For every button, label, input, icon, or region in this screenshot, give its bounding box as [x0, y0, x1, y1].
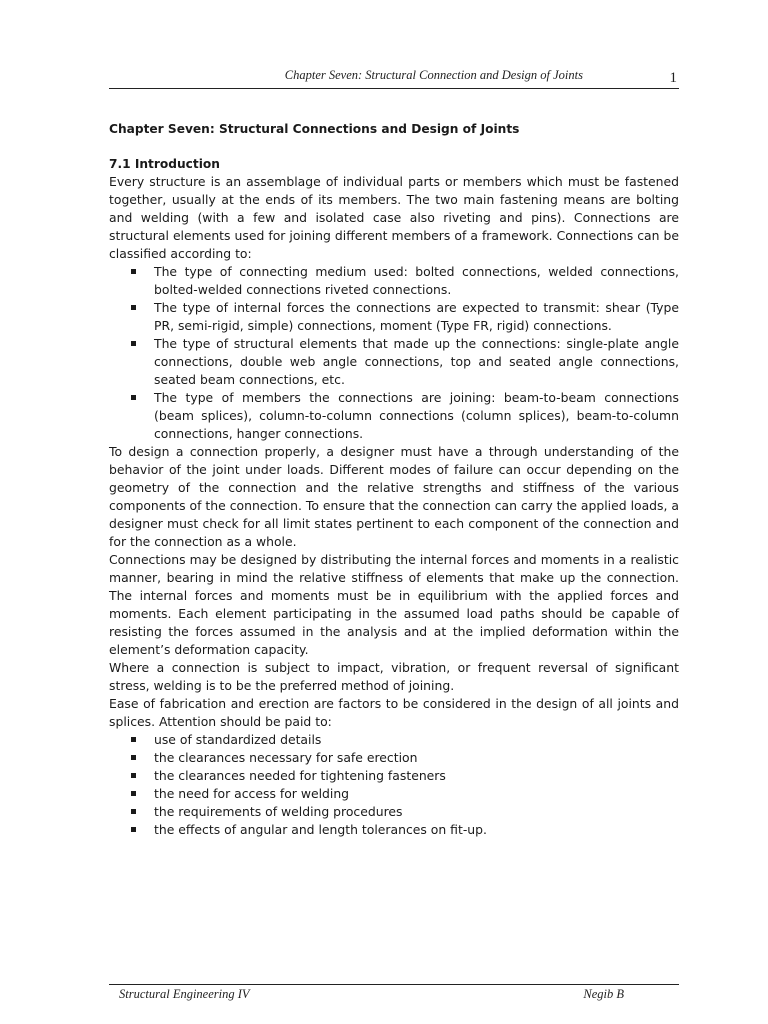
- list-item: [109, 263, 679, 299]
- paragraph-force-distribution: Connections may be designed by distributing the internal forces and moments in a realistic manner, bearing in mind the relative stiffness of elements that make up the connection. The internal forces and moments must be in equilibrium with the applied forces and moments. Each element participating in the assumed load paths should be capable of resisting the forces assumed in the analysis and at the implied deformation within the element’s deformation capacity.: [109, 552, 679, 657]
- paragraph-welding-preference: Where a connection is subject to impact, vibration, or frequent reversal of significant stress, welding is to be the preferred method of joining.: [109, 660, 679, 693]
- square-bullet-icon: [131, 395, 136, 400]
- list-item-text: use of standardized details: [154, 732, 322, 747]
- square-bullet-icon: [131, 305, 136, 310]
- square-bullet-icon: [131, 737, 136, 742]
- list-item-text: the effects of angular and length tolerances on fit-up.: [154, 822, 487, 837]
- list-item-text: the clearances needed for tightening fasteners: [154, 768, 446, 783]
- list-item-text: the requirements of welding procedures: [154, 804, 403, 819]
- list-item-text: The type of structural elements that made up the connections: single-plate angle connections, double web angle connections, top and seated angle connections, seated beam connections, etc.: [154, 336, 679, 387]
- intro-paragraph: Every structure is an assemblage of individual parts or members which must be fastened together, usually at the ends of its members. The two main fastening means are bolting and welding (with a few and isolated case also riveting and pins). Connections are structural elements used for joining different members of a framework. Connections can be classified according to:: [109, 174, 679, 261]
- footer-course: Structural Engineering IV: [119, 987, 250, 1001]
- list-item-text: The type of connecting medium used: bolted connections, welded connections, bolted-welded connections riveted connections.: [154, 264, 679, 297]
- list-item: [109, 803, 679, 821]
- list-item: [109, 299, 679, 335]
- list-item-text: the need for access for welding: [154, 786, 350, 801]
- page-content: [109, 120, 679, 839]
- footer-author: Negib B: [583, 987, 624, 1001]
- section-heading: 7.1 Introduction: [109, 157, 220, 171]
- classification-list: [109, 263, 679, 443]
- square-bullet-icon: [131, 755, 136, 760]
- list-item: [109, 821, 679, 839]
- page-number: 1: [669, 70, 677, 86]
- list-item-text: The type of internal forces the connections are expected to transmit: shear (Type PR, semi-rigid, simple) connections, moment (Type FR, rigid) connections.: [154, 300, 679, 333]
- list-item-text: The type of members the connections are joining: beam-to-beam connections (beam splices), column-to-column connections (column splices), beam-to-column connections, hanger connections.: [154, 390, 679, 441]
- square-bullet-icon: [131, 791, 136, 796]
- header-title: Chapter Seven: Structural Connection and Design of Joints: [284, 68, 583, 82]
- square-bullet-icon: [131, 827, 136, 832]
- square-bullet-icon: [131, 809, 136, 814]
- square-bullet-icon: [131, 269, 136, 274]
- list-item: [109, 767, 679, 785]
- list-item: [109, 731, 679, 749]
- list-item: [109, 749, 679, 767]
- list-item-text: the clearances necessary for safe erection: [154, 750, 418, 765]
- attention-list: [109, 731, 679, 839]
- page-footer: [109, 984, 679, 1001]
- square-bullet-icon: [131, 341, 136, 346]
- list-item: [109, 389, 679, 443]
- square-bullet-icon: [131, 773, 136, 778]
- paragraph-fabrication: Ease of fabrication and erection are factors to be considered in the design of all joints and splices. Attention should be paid to:: [109, 696, 679, 729]
- list-item: [109, 335, 679, 389]
- list-item: [109, 785, 679, 803]
- chapter-heading: Chapter Seven: Structural Connections and Design of Joints: [109, 122, 520, 136]
- paragraph-design-behavior: To design a connection properly, a designer must have a through understanding of the behavior of the joint under loads. Different modes of failure can occur depending on the geometry of the connection and the relative strengths and stiffness of the various components of the connection. To ensure that the connection can carry the applied loads, a designer must check for all limit states pertinent to each component of the connection and for the connection as a whole.: [109, 444, 679, 549]
- page-header: [109, 68, 679, 89]
